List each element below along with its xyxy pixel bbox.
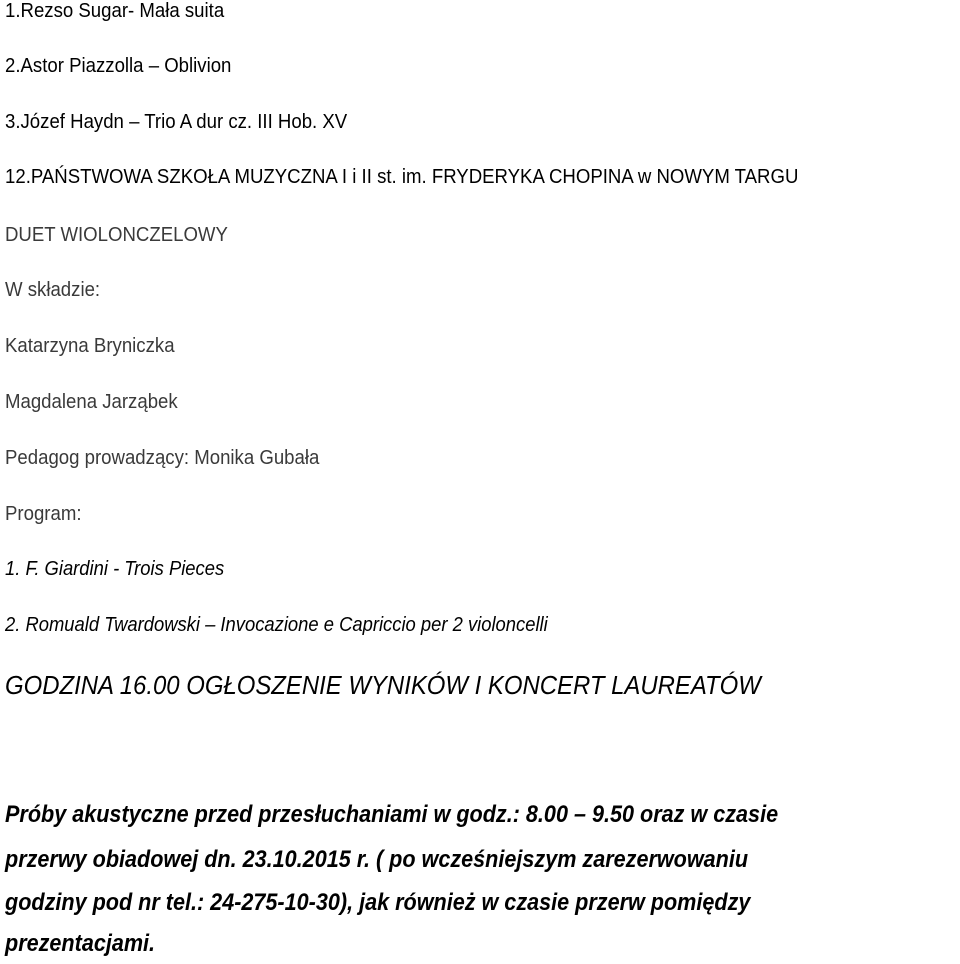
program-item-1: 1. F. Giardini - Trois Pieces (5, 558, 225, 580)
member-1: Katarzyna Bryniczka (5, 335, 175, 357)
program-line-2: 2.Astor Piazzolla – Oblivion (5, 55, 232, 77)
program-item-2: 2. Romuald Twardowski – Invocazione e Capriccio per 2 violoncelli (5, 614, 548, 636)
teacher: Pedagog prowadzący: Monika Gubała (5, 447, 320, 469)
program-label: Program: (5, 503, 82, 525)
announcement-heading: GODZINA 16.00 OGŁOSZENIE WYNIKÓW I KONCERT LAUREATÓW (5, 670, 761, 700)
rehearsal-note-line-2: przerwy obiadowej dn. 23.10.2015 r. ( po wcześniejszym zarezerwowaniu (5, 846, 749, 873)
rehearsal-note-line-3: godziny pod nr tel.: 24-275-10-30), jak również w czasie przerw pomiędzy (5, 889, 751, 916)
school-heading: 12.PAŃSTWOWA SZKOŁA MUZYCZNA I i II st. im. FRYDERYKA CHOPINA w NOWYM TARGU (5, 166, 799, 188)
ensemble-name: DUET WIOLONCZELOWY (5, 224, 228, 246)
members-label: W składzie: (5, 279, 101, 301)
program-line-3: 3.Józef Haydn – Trio A dur cz. III Hob. XV (5, 111, 348, 133)
program-line-1: 1.Rezso Sugar- Mała suita (5, 0, 225, 22)
rehearsal-note-line-4: prezentacjami. (5, 930, 156, 957)
rehearsal-note-line-1: Próby akustyczne przed przesłuchaniami w godz.: 8.00 – 9.50 oraz w czasie (5, 801, 779, 828)
member-2: Magdalena Jarząbek (5, 391, 178, 413)
